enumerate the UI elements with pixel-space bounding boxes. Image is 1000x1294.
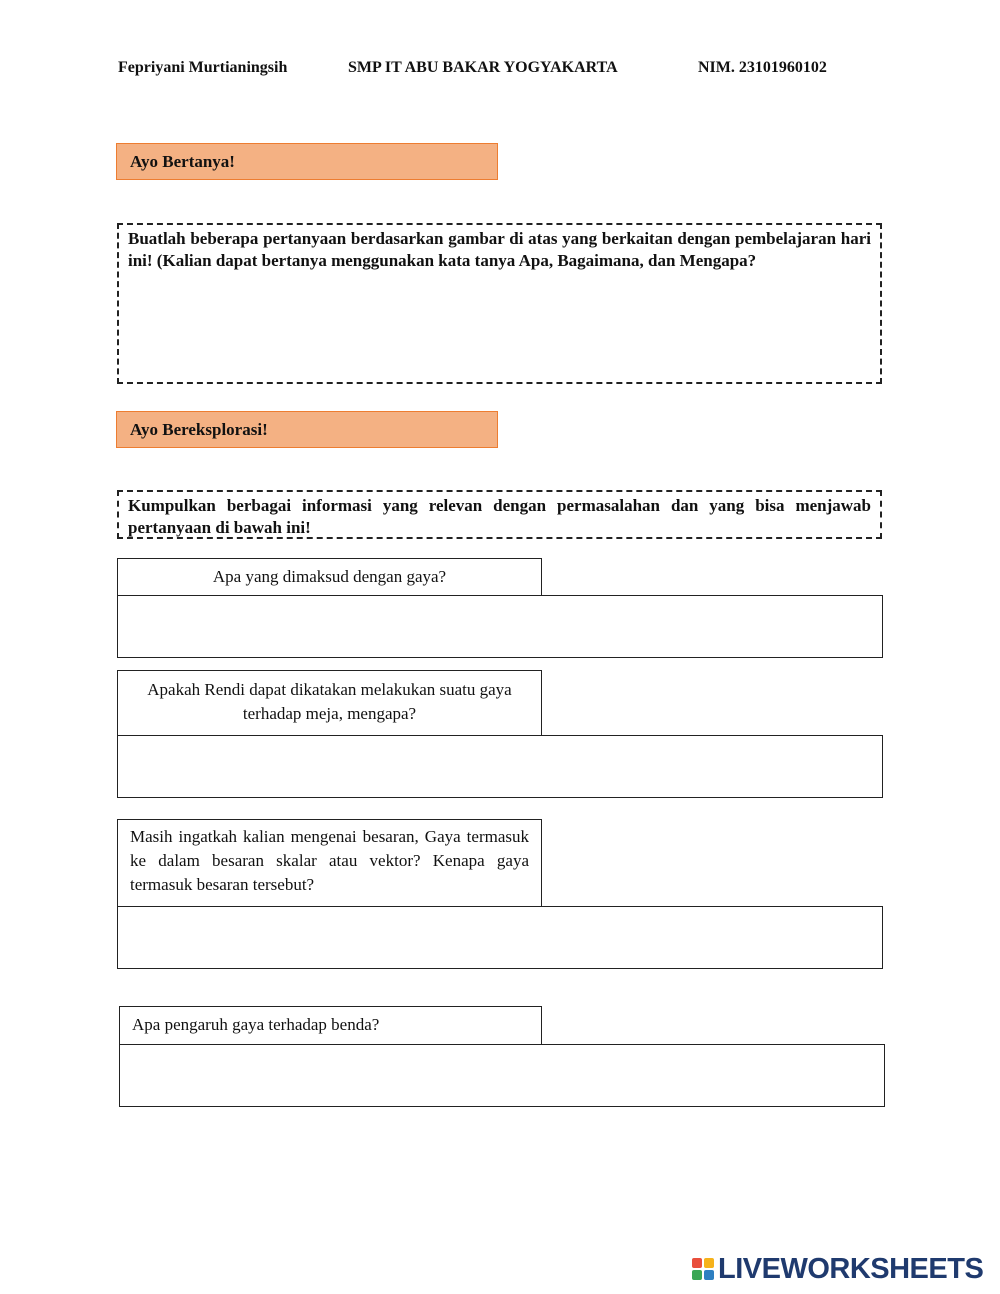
- student-nim: NIM. 23101960102: [698, 59, 827, 76]
- logo-blocks-icon: [692, 1258, 714, 1280]
- question-4: Apa pengaruh gaya terhadap benda?: [119, 1006, 542, 1045]
- question-2: Apakah Rendi dapat dikatakan melakukan suatu gaya terhadap meja, mengapa?: [117, 670, 542, 736]
- liveworksheets-logo: [692, 1253, 983, 1285]
- section-title-eksplorasi: Ayo Bereksplorasi!: [116, 411, 498, 448]
- student-name: Fepriyani Murtianingsih: [118, 59, 288, 76]
- answer-box-4[interactable]: [119, 1044, 885, 1107]
- question-3: Masih ingatkah kalian mengenai besaran, Gaya termasuk ke dalam besaran skalar atau vektor? Kenapa gaya termasuk besaran tersebut?: [117, 819, 542, 907]
- logo-text: LIVEWORKSHEETS: [718, 1252, 984, 1285]
- logo-block-red: [692, 1258, 702, 1268]
- logo-block-yellow: [704, 1258, 714, 1268]
- section-title-bertanya: Ayo Bertanya!: [116, 143, 498, 180]
- answer-box-3[interactable]: [117, 906, 883, 969]
- logo-block-blue: [704, 1270, 714, 1280]
- answer-box-2[interactable]: [117, 735, 883, 798]
- question-1: Apa yang dimaksud dengan gaya?: [117, 558, 542, 596]
- school-name: SMP IT ABU BAKAR YOGYAKARTA: [348, 59, 618, 76]
- logo-block-green: [692, 1270, 702, 1280]
- answer-box-1[interactable]: [117, 595, 883, 658]
- instruction-box-bertanya[interactable]: Buatlah beberapa pertanyaan berdasarkan gambar di atas yang berkaitan dengan pembelajaran hari ini! (Kalian dapat bertanya menggunakan kata tanya Apa, Bagaimana, dan Mengapa?: [117, 223, 882, 384]
- instruction-box-eksplorasi: Kumpulkan berbagai informasi yang relevan dengan permasalahan dan yang bisa menjawab pertanyaan di bawah ini!: [117, 490, 882, 539]
